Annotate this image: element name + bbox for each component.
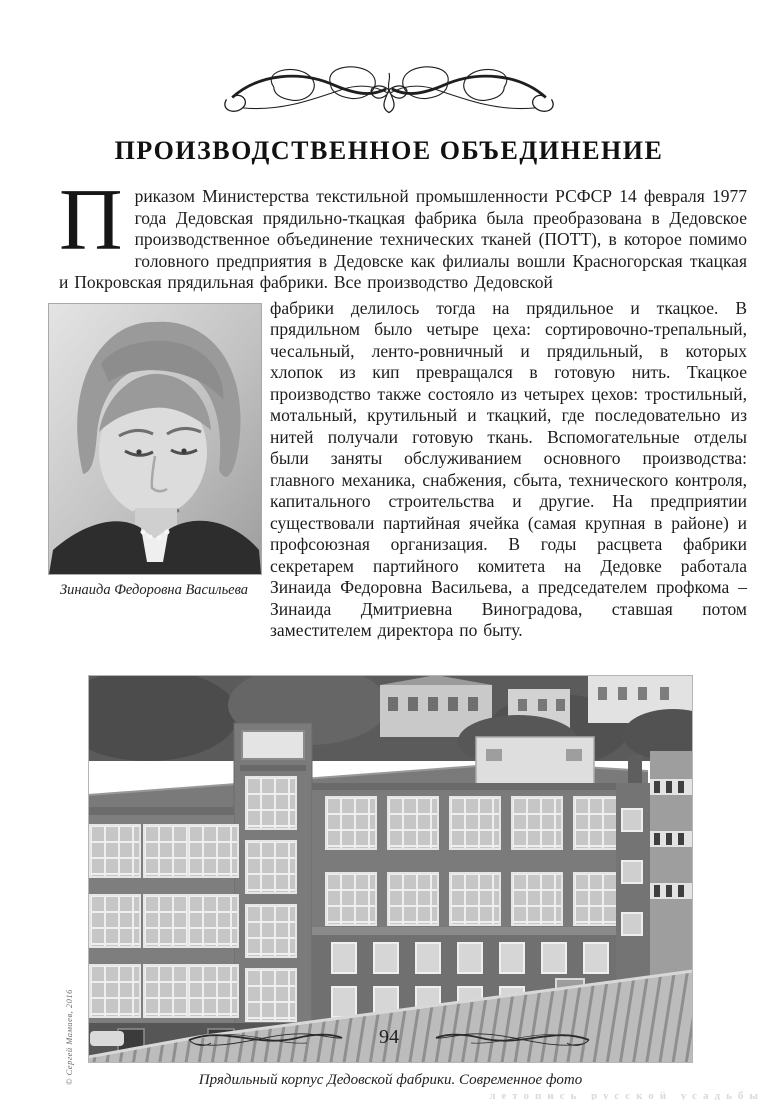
page-footer: [0, 1022, 778, 1052]
portrait-text-row: [59, 297, 747, 660]
flourish-ornament-icon: [219, 56, 559, 120]
divider-swash-left-icon: [185, 1022, 345, 1052]
page-number: 94: [379, 1025, 399, 1048]
portrait-figure: [48, 303, 260, 660]
divider-swash-right-icon: [433, 1022, 593, 1052]
factory-photo: [88, 675, 693, 1063]
intro-paragraph: [59, 172, 747, 294]
portrait-photo: [48, 303, 262, 575]
photo-credit: © Сергей Мамаев, 2016: [64, 989, 74, 1085]
intro-text: риказом Министерства текстильной промышленности РСФСР 14 февраля 1977 года Дедовская прядильно-ткацкая фабрика была преобразована в Дедовское производственное объединение технических тканей (ПОТТ), в которое помимо головного предприятия в Дедовске как филиалы вошли Красногорская ткацкая и Покровская прядильная фабрики. Все производство Дедовской: [59, 186, 747, 292]
factory-caption: Прядильный корпус Дедовской фабрики. Современное фото: [198, 1072, 583, 1088]
series-watermark: летопись русской усадьбы: [489, 1090, 764, 1100]
wrap-paragraph: фабрики делилось тогда на прядильное и ткацкое. В прядильном было четыре цеха: сортировочно-трепальный, чесальный, ленто-ровничный и прядильный, в которых хлопок из кип превращался в готовую нить. Ткацкое производство также состояло из четырех цехов: тростильный, мотальный, крутильный и ткацкий, где последовательно из нитей получали готовую ткань. Вспомогательные отделы были заняты обслуживанием основного производства: главного механика, снабжения, сбыта, технического контроля, капитального строительства и другие. На предприятии существовали партийная ячейка (самая крупная в районе) и профсоюзная организация. В годы расцвета фабрики секретарем партийного комитета на Дедовке работала Зинаида Федоровна Васильева, а председателем профкома – Зинаида Дмитриевна Виноградова, ставшая потом заместителем директора по быту.: [270, 297, 747, 640]
article-body: [0, 172, 778, 1089]
portrait-caption: Зинаида Федоровна Васильева: [59, 581, 249, 598]
page-title: ПРОИЗВОДСТВЕННОЕ ОБЪЕДИНЕНИЕ: [114, 136, 664, 165]
drop-cap: П: [59, 172, 123, 269]
